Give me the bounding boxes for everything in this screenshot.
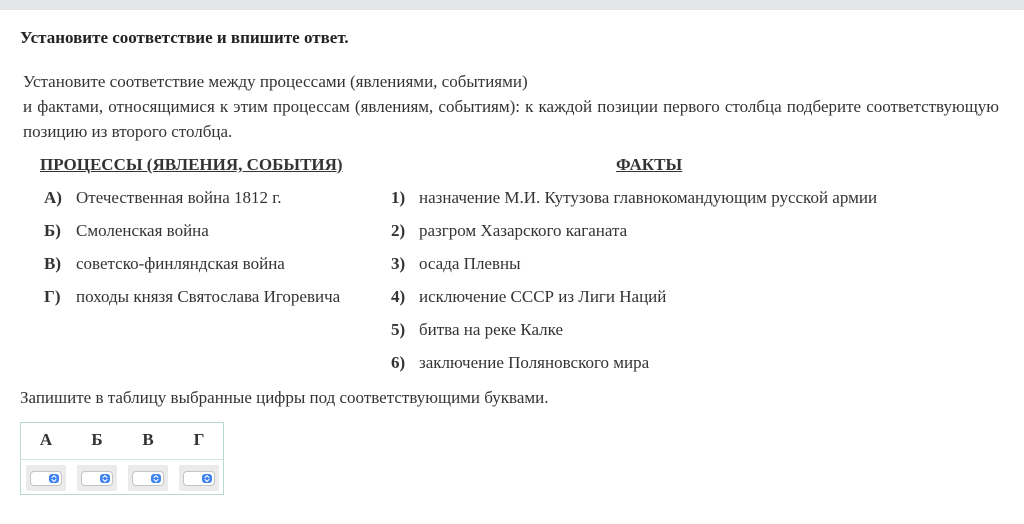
process-text: Отечественная война 1812 г. <box>76 188 282 207</box>
fact-text: разгром Хазарского каганата <box>419 221 628 240</box>
facts-column-header: ФАКТЫ <box>616 155 683 174</box>
top-bar <box>0 0 1024 10</box>
process-label: В) <box>44 254 61 273</box>
answer-cell-g <box>179 465 219 491</box>
select-chevron-icon <box>49 474 59 483</box>
process-text: советско-финляндская война <box>76 254 285 273</box>
fact-text: осада Плевны <box>419 254 521 273</box>
fact-label: 2) <box>391 221 406 240</box>
task-header: Установите соответствие и впишите ответ. <box>20 28 349 47</box>
answer-table <box>20 422 224 495</box>
answer-header-b: Б <box>91 430 103 449</box>
fact-label: 1) <box>391 188 406 207</box>
process-label: Б) <box>44 221 61 240</box>
answer-cell-b <box>77 465 117 491</box>
answer-header-a: А <box>39 430 53 449</box>
process-label: А) <box>44 188 62 207</box>
fact-label: 4) <box>391 287 406 306</box>
processes-column-header: ПРОЦЕССЫ (ЯВЛЕНИЯ, СОБЫТИЯ) <box>40 155 343 174</box>
select-chevron-icon <box>151 474 161 483</box>
select-chevron-icon <box>202 474 212 483</box>
process-text: Смоленская война <box>76 221 209 240</box>
answer-cell-v <box>128 465 168 491</box>
fact-text: назначение М.И. Кутузова главнокомандующим русской армии <box>419 188 878 207</box>
fact-text: битва на реке Калке <box>419 320 564 339</box>
answer-table-divider <box>21 459 223 460</box>
answer-header-g: Г <box>193 430 205 449</box>
answer-cell-a <box>26 465 66 491</box>
task-description-line1: Установите соответствие между процессами (явлениями, событиями) <box>23 72 528 91</box>
answer-select-v[interactable] <box>132 471 164 486</box>
fact-text: заключение Поляновского мира <box>419 353 650 372</box>
fact-label: 6) <box>391 353 406 372</box>
answer-instruction: Запишите в таблицу выбранные цифры под соответствующими буквами. <box>20 388 549 407</box>
process-text: походы князя Святослава Игоревича <box>76 287 341 306</box>
process-label: Г) <box>44 287 61 306</box>
fact-label: 3) <box>391 254 406 273</box>
answer-select-a[interactable] <box>30 471 62 486</box>
fact-label: 5) <box>391 320 406 339</box>
fact-text: исключение СССР из Лиги Наций <box>419 287 667 306</box>
answer-header-v: В <box>142 430 154 449</box>
select-chevron-icon <box>100 474 110 483</box>
task-description-rest: и фактами, относящимися к этим процессам (явлениям, событиям): к каждой позиции первого столбца подберите соответствующую позицию из второго столбца. <box>23 97 999 141</box>
answer-select-g[interactable] <box>183 471 215 486</box>
task-description <box>23 69 999 144</box>
answer-select-b[interactable] <box>81 471 113 486</box>
